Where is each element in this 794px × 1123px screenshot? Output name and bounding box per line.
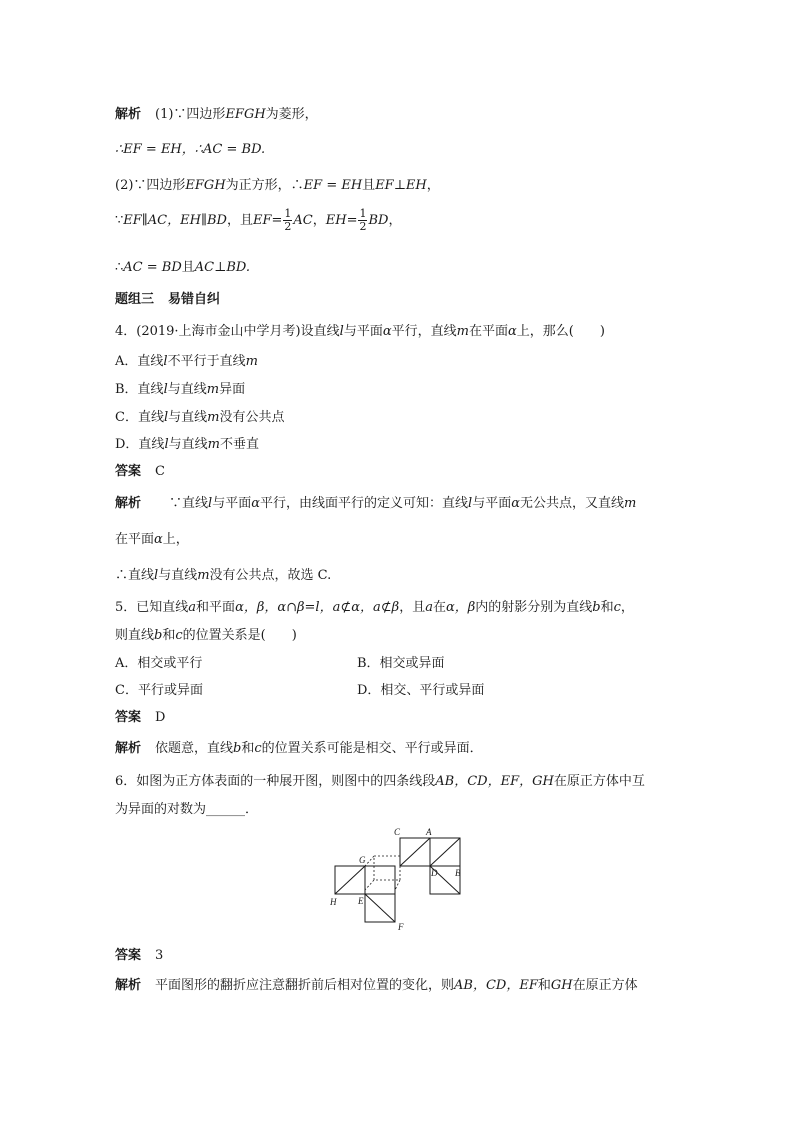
- question-4-option-d: D．直线l与直线m不垂直: [115, 437, 259, 452]
- question-6-analysis: 解析 平面图形的翻折应注意翻折前后相对位置的变化，则AB，CD，EF和GH在原正方体: [115, 978, 638, 993]
- analysis-label: 解析: [115, 107, 142, 122]
- question-5-option-b: B．相交或异面: [357, 656, 445, 671]
- label-b: B: [455, 868, 461, 878]
- question-4-option-a: A．直线l不平行于直线m: [115, 354, 258, 369]
- label-e: E: [358, 896, 364, 906]
- question-5-option-d: D．相交、平行或异面: [357, 683, 485, 698]
- analysis-line-3: (2)∵四边形EFGH为正方形，∴EF = EH且EF⊥EH，: [115, 178, 440, 193]
- label-c: C: [394, 827, 401, 837]
- label-g: G: [359, 855, 366, 865]
- segment-ef: [365, 894, 395, 922]
- question-5-option-c: C．平行或异面: [115, 683, 203, 698]
- analysis-line-1: 解析 (1)∵四边形EFGH为菱形，: [115, 107, 318, 122]
- cube-net-figure: [330, 826, 480, 934]
- question-4-option-c: C．直线l与直线m没有公共点: [115, 410, 285, 425]
- section-heading: 题组三 易错自纠: [115, 292, 221, 307]
- question-4-analysis-1: 解析 ∵直线l与平面α平行，由线面平行的定义可知：直线l与平面α无公共点，又直线m: [115, 496, 637, 511]
- question-4-answer: 答案 C: [115, 464, 165, 479]
- label-h: H: [330, 897, 337, 907]
- question-5-stem-1: 5．已知直线a和平面α，β，α∩β=l，a⊄α，a⊄β，且a在α，β内的射影分别为直线b和c，: [115, 600, 634, 615]
- label-d: D: [431, 868, 438, 878]
- label-a: A: [426, 827, 432, 837]
- fraction-half: $\frac{1}{2}$: [359, 207, 367, 233]
- segment-cd: [400, 838, 430, 866]
- question-4-option-b: B．直线l与直线m异面: [115, 382, 246, 397]
- cube-hidden-face: [374, 856, 400, 880]
- question-5-answer: 答案 D: [115, 710, 166, 725]
- question-6-answer: 答案 3: [115, 948, 164, 963]
- question-4-analysis-2: 在平面α上，: [115, 532, 189, 547]
- question-6-stem-2: 为异面的对数为______．: [115, 802, 259, 817]
- analysis-line-5: ∴AC = BD且AC⊥BD.: [115, 260, 250, 275]
- analysis-line-4: ∵EF∥AC，EH∥BD，且EF= $\frac{1}{2}$ AC，EH= $\frac{1}{2}$ BD，: [115, 207, 402, 233]
- fraction-half: $\frac{1}{2}$: [284, 207, 292, 233]
- segment-ab: [430, 838, 460, 866]
- question-4-analysis-3: ∴直线l与直线m没有公共点，故选 C.: [115, 568, 332, 583]
- question-5-stem-2: 则直线b和c的位置关系是( ): [115, 628, 297, 643]
- analysis-line-2: ∴EF = EH，∴AC = BD.: [115, 142, 266, 157]
- segment-gh: [335, 866, 365, 894]
- question-6-stem-1: 6．如图为正方体表面的一种展开图，则图中的四条线段AB，CD，EF，GH在原正方体中互: [115, 774, 645, 789]
- question-5-analysis: 解析 依题意，直线b和c的位置关系可能是相交、平行或异面．: [115, 741, 483, 756]
- question-4-stem: 4．(2019·上海市金山中学月考)设直线l与平面α平行，直线m在平面α上，那么( ): [115, 324, 605, 339]
- label-f: F: [398, 922, 404, 932]
- question-5-option-a: A．相交或平行: [115, 656, 203, 671]
